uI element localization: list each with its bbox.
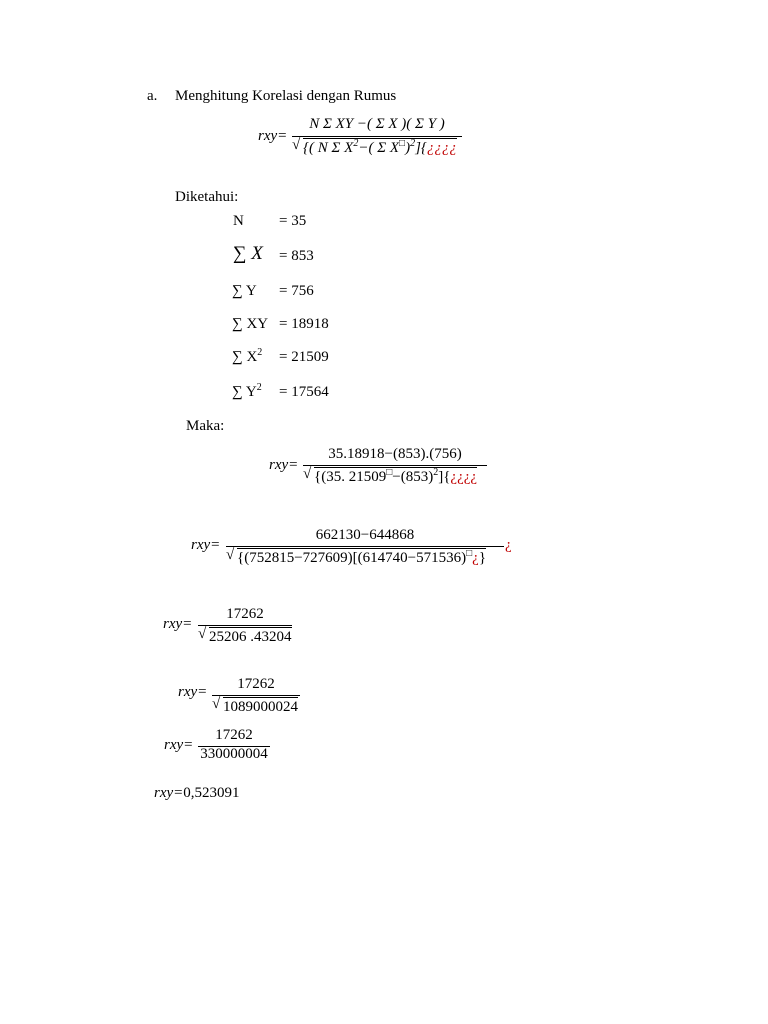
den-part: {( N Σ X: [303, 140, 354, 156]
known-label-sum-xy: ∑ XY: [232, 316, 269, 332]
step1-lhs: rxy=: [269, 457, 299, 473]
step2-tail: ¿: [505, 537, 512, 553]
known-value-sum-xy: = 18918: [279, 316, 329, 332]
step1-numerator: 35.18918−(853).(756): [328, 446, 462, 462]
step2-denominator: [226, 548, 504, 567]
step2-numerator: 662130−644868: [315, 527, 415, 543]
step5-numerator: 17262: [215, 727, 253, 743]
correlation-formula: [292, 116, 462, 162]
known-value-n: = 35: [279, 213, 307, 229]
den-part: {(35. 21509: [314, 469, 387, 485]
result-lhs: rxy=: [154, 785, 184, 801]
known-label-n: N: [233, 213, 244, 229]
den-red: ¿¿¿¿: [450, 469, 478, 485]
section-heading: Menghitung Korelasi dengan Rumus: [175, 88, 397, 104]
maka-label: Maka:: [186, 418, 225, 434]
step5-lhs: rxy=: [164, 737, 194, 753]
den-part: −(853): [392, 469, 434, 485]
den-box: □: [466, 548, 473, 559]
step4-fraction: [212, 676, 300, 718]
step1-fraction: [303, 446, 487, 490]
label-sup: 2: [257, 347, 263, 358]
den-sup: 2: [410, 138, 416, 149]
known-label-sum-x2: [232, 349, 262, 366]
step2-fraction: [226, 527, 504, 571]
den-red: ¿: [472, 550, 479, 566]
den-box: □: [399, 138, 406, 149]
den-part: 1089000024: [223, 699, 298, 715]
den-red: ¿¿¿¿: [426, 140, 457, 156]
known-value-sum-x: = 853: [279, 248, 314, 264]
den-part: ): [405, 140, 411, 156]
step1-denominator: [303, 467, 487, 486]
step3-denominator: [198, 627, 292, 646]
den-part: −( Σ X: [358, 140, 400, 156]
step4-lhs: rxy=: [178, 684, 208, 700]
den-part: ]{: [438, 469, 451, 485]
step5-denominator: 330000004: [200, 746, 268, 762]
label-text: ∑ Y: [232, 384, 257, 400]
known-title: Diketahui:: [175, 189, 239, 205]
step3-numerator: 17262: [226, 606, 264, 622]
known-label-sum-x: [233, 243, 263, 265]
den-part: ]{: [415, 140, 427, 156]
result-value: 0,523091: [183, 785, 240, 801]
final-result: [154, 785, 240, 802]
step4-numerator: 17262: [237, 676, 275, 692]
label-text: ∑ X: [232, 349, 258, 365]
label-text: ∑ X: [233, 243, 263, 264]
step4-denominator: [212, 697, 300, 716]
label-sup: 2: [256, 382, 262, 393]
den-sup: 2: [433, 467, 439, 478]
den-part: }: [478, 550, 487, 566]
known-value-sum-y2: = 17564: [279, 384, 329, 400]
formula-denominator: [292, 138, 462, 157]
den-part: 25206 .43204: [209, 629, 292, 645]
step2-lhs: rxy=: [191, 537, 221, 553]
known-value-sum-y: = 756: [279, 283, 314, 299]
formula-lhs: rxy=: [258, 128, 288, 144]
den-sup: 2: [353, 138, 359, 149]
step3-fraction: [198, 606, 292, 648]
formula-numerator: N Σ XY −( Σ X )( Σ Y ): [309, 116, 445, 132]
known-label-sum-y2: [232, 384, 262, 401]
list-marker: a.: [147, 88, 158, 104]
den-part: {(752815−727609)[(614740−571536): [237, 550, 467, 566]
known-label-sum-y: ∑ Y: [232, 283, 257, 299]
known-value-sum-x2: = 21509: [279, 349, 329, 365]
step5-fraction: [198, 727, 270, 765]
step3-lhs: rxy=: [163, 616, 193, 632]
den-box: □: [386, 467, 393, 478]
